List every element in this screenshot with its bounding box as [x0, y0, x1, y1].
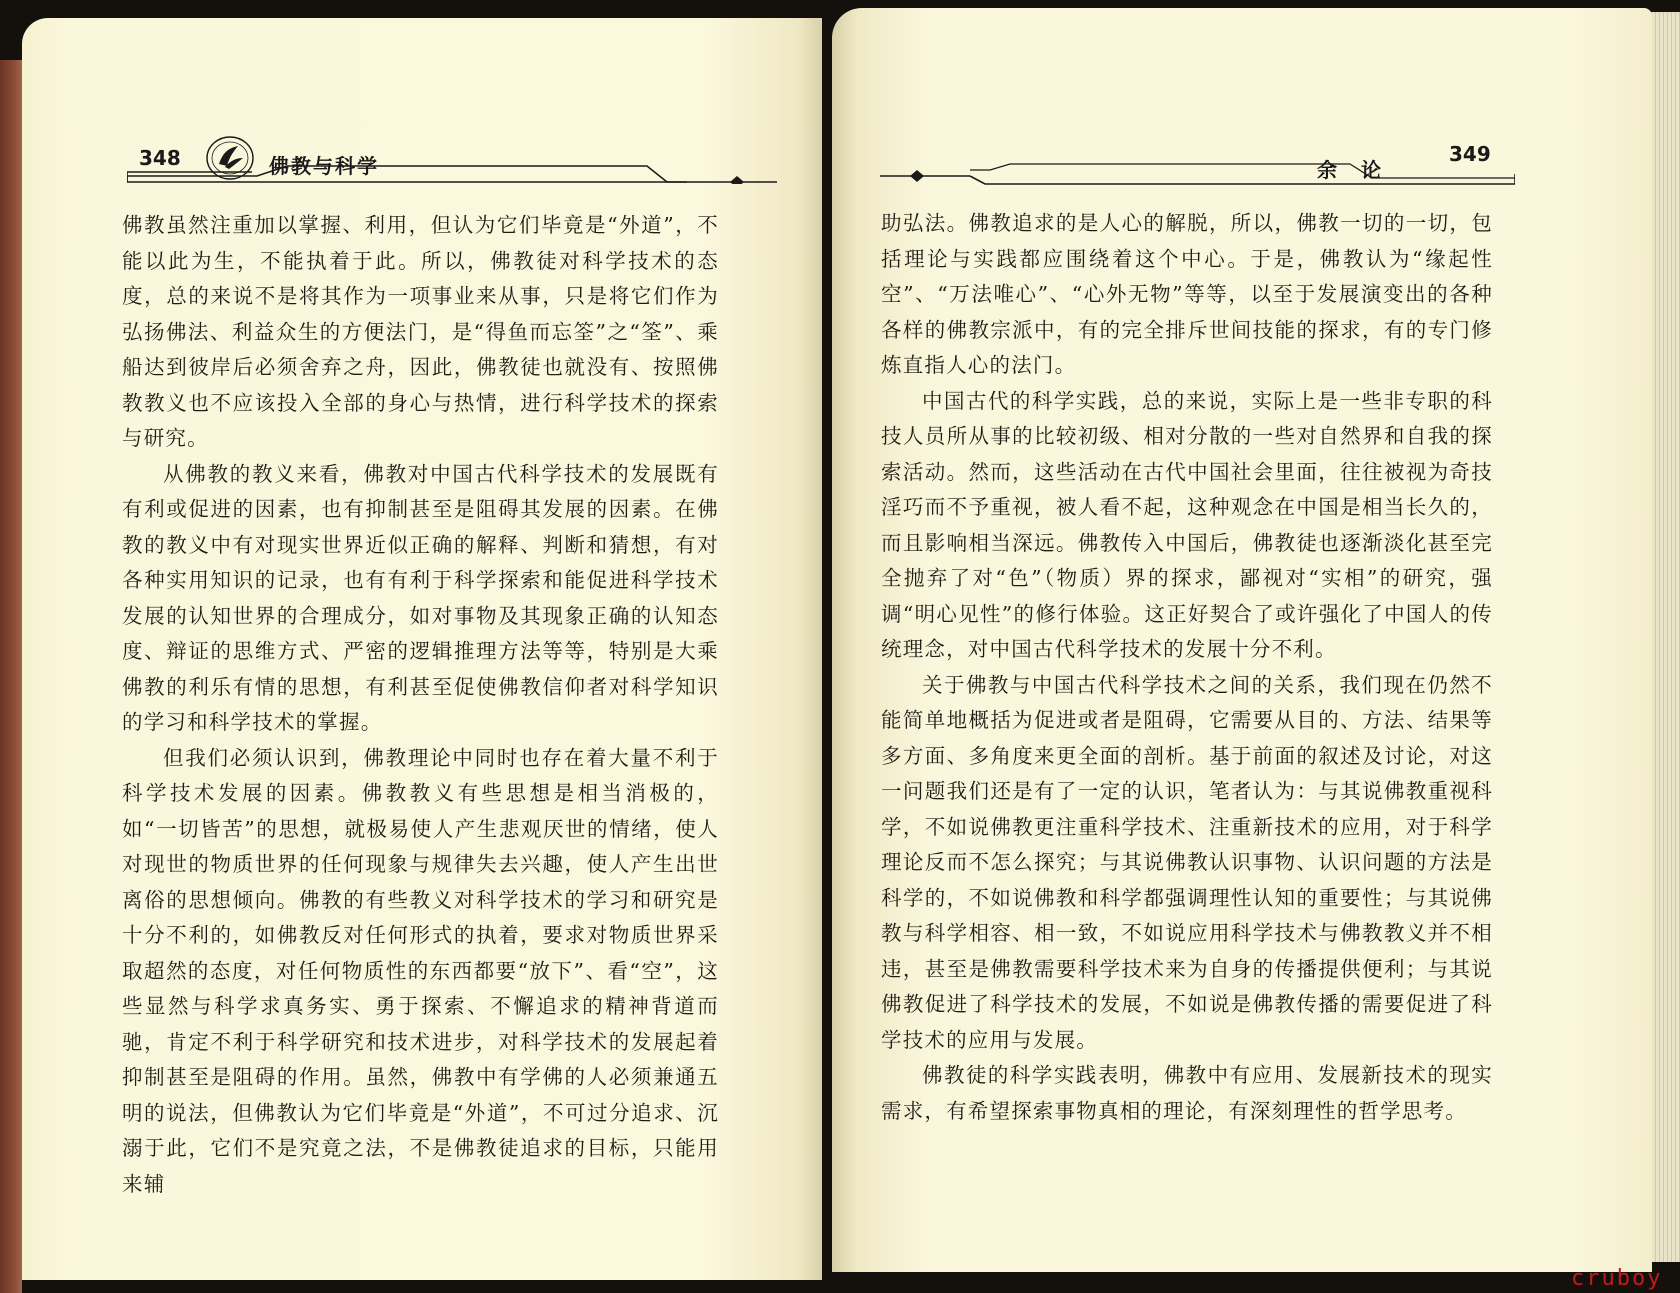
right-page [832, 8, 1652, 1272]
running-title: 余 论 [1317, 158, 1383, 182]
right-page-header [880, 140, 1515, 186]
left-page [22, 18, 822, 1280]
header-rule [880, 140, 1515, 186]
left-page-header [127, 138, 777, 184]
paragraph: 从佛教的教义来看，佛教对中国古代科学技术的发展既有有利或促进的因素，也有抑制甚至是阻碍其发展的因素。在佛教的教义中有对现实世界近似正确的解释、判断和猜想，有对各种实用知识的记录，也有有利于科学探索和能促进科学技术发展的认知世界的合理成分，如对事物及其现象正确的认知态度、辩证的思维方式、严密的逻辑推理方法等等，特别是大乘佛教的利乐有情的思想，有利甚至促使佛教信仰者对科学知识的学习和科学技术的掌握。 [122, 461, 719, 734]
book-spine-left [0, 60, 22, 1293]
page-number: 349 [1449, 142, 1491, 166]
watermark-text: cruboy [1571, 1266, 1663, 1291]
left-body-text [122, 208, 719, 1202]
paragraph: 中国古代的科学实践，总的来说，实际上是一些非专职的科技人员所从事的比较初级、相对分散的一些对自然界和自我的探索活动。然而，这些活动在古代中国社会里面，往往被视为奇技淫巧而不予重视，被人看不起，这种观念在中国是相当长久的，而且影响相当深远。佛教传入中国后，佛教徒也逐渐淡化甚至完全抛弃了对“色”（物质）界的探求，鄙视对“实相”的研究，强调“明心见性”的修行体验。这正好契合了或许强化了中国人的传统理念，对中国古代科学技术的发展十分不利。 [881, 388, 1493, 661]
paragraph: 佛教虽然注重加以掌握、利用，但认为它们毕竟是“外道”，不能以此为生，不能执着于此。所以，佛教徒对科学技术的态度，总的来说不是将其作为一项事业来从事，只是将它们作为弘扬佛法、利益众生的方便法门，是“得鱼而忘筌”之“筌”、乘船达到彼岸后必须舍弃之舟，因此，佛教徒也就没有、按照佛教教义也不应该投入全部的身心与热情，进行科学技术的探索与研究。 [122, 213, 719, 450]
page-number: 348 [139, 146, 181, 170]
paragraph: 关于佛教与中国古代科学技术之间的关系，我们现在仍然不能简单地概括为促进或者是阻碍，它需要从目的、方法、结果等多方面、多角度来更全面的剖析。基于前面的叙述及讨论，对这一问题我们还是有了一定的认识，笔者认为：与其说佛教重视科学，不如说佛教更注重科学技术、注重新技术的应用，对于科学理论反而不怎么探究；与其说佛教认识事物、认识问题的方法是科学的，不如说佛教和科学都强调理性认知的重要性；与其说佛教与科学相容、相一致，不如说应用科学技术与佛教教义并不相违，甚至是佛教需要科学技术来为自身的传播提供便利；与其说佛教促进了科学技术的发展，不如说是佛教传播的需要促进了科学技术的应用与发展。 [881, 672, 1493, 1052]
right-body-text [881, 206, 1493, 1129]
emblem-icon [205, 134, 255, 182]
running-title: 佛教与科学 [269, 154, 379, 178]
paragraph: 佛教徒的科学实践表明，佛教中有应用、发展新技术的现实需求，有希望探索事物真相的理论，有深刻理性的哲学思考。 [881, 1063, 1493, 1123]
paragraph: 但我们必须认识到，佛教理论中同时也存在着大量不利于科学技术发展的因素。佛教教义有些思想是相当消极的，如“一切皆苦”的思想，就极易使人产生悲观厌世的情绪，使人对现世的物质世界的任何现象与规律失去兴趣，使人产生出世离俗的思想倾向。佛教的有些教义对科学技术的学习和研究是十分不利的，如佛教反对任何形式的执着，要求对物质世界采取超然的态度，对任何物质性的东西都要“放下”、看“空”，这些显然与科学求真务实、勇于探索、不懈追求的精神背道而驰，肯定不利于科学研究和技术进步，对科学技术的发展起着抑制甚至是阻碍的作用。虽然，佛教中有学佛的人必须兼通五明的说法，但佛教认为它们毕竟是“外道”，不可过分追求、沉溺于此，它们不是究竟之法，不是佛教徒追求的目标，只能用来辅 [122, 745, 719, 1196]
page-stack-edge [1648, 12, 1680, 1262]
paragraph: 助弘法。佛教追求的是人心的解脱，所以，佛教一切的一切，包括理论与实践都应围绕着这个中心。于是，佛教认为“缘起性空”、“万法唯心”、“心外无物”等等，以至于发展演变出的各种各样的佛教宗派中，有的完全排斥世间技能的探求，有的专门修炼直指人心的法门。 [881, 211, 1493, 377]
